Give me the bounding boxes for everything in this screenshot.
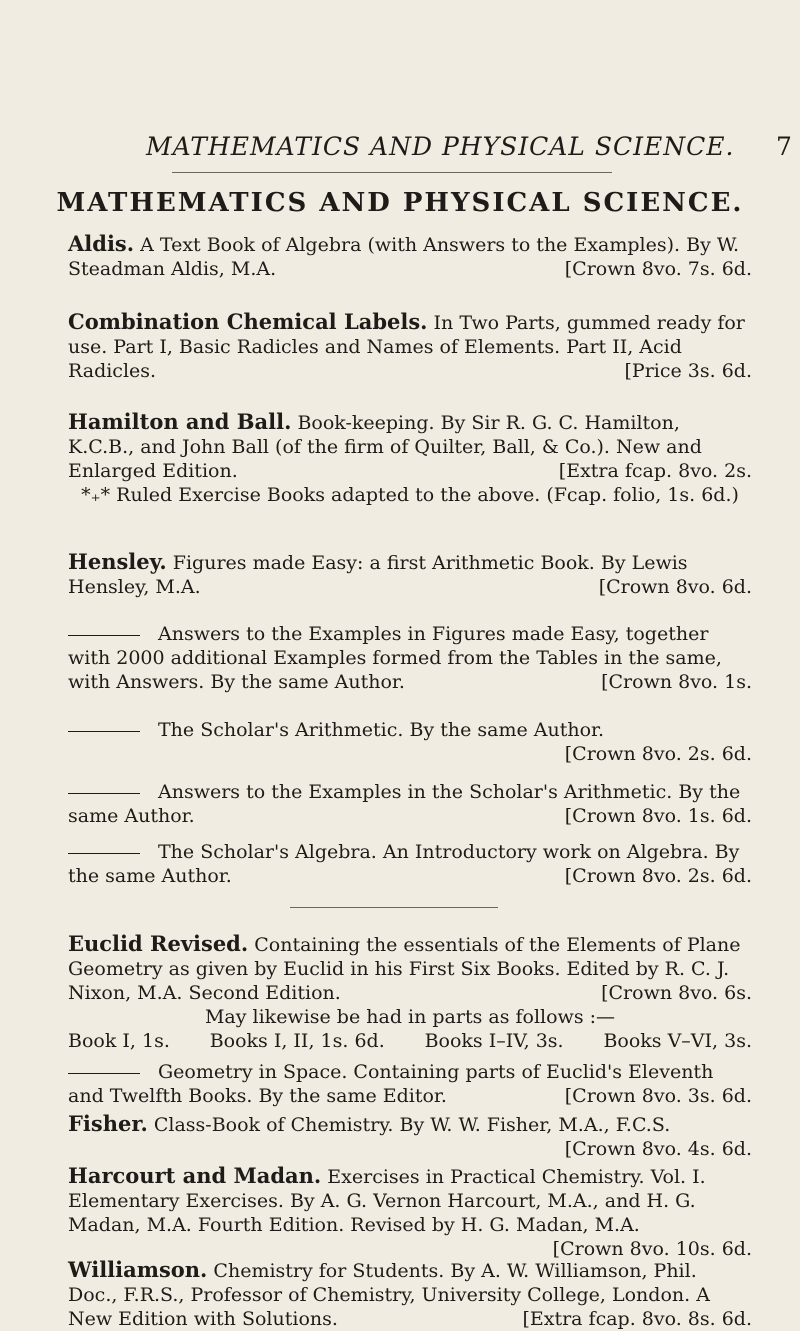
entry-euclid-revised	[68, 932, 752, 1053]
entry-geometry-in-space	[68, 1060, 752, 1108]
entry-price: [Extra fcap. 8vo. 8s. 6d.	[522, 1308, 752, 1330]
header-rule	[172, 172, 612, 173]
entry-text: In Two Parts, gummed ready for use. Part I, Basic Radicles and Names of Elements. Part II, Acid Radicles.	[68, 312, 745, 382]
part-item: Books I–IV, 3s.	[424, 1030, 564, 1052]
entry-hensley	[68, 550, 752, 599]
entry-hensley-scholar	[68, 718, 752, 766]
entry-text: Book-keeping. By Sir R. G. C. Hamilton, K.C.B., and John Ball (of the firm of Quilter, Ball, & Co.). New and Enlarged Edition.	[68, 412, 702, 482]
entry-price: [Crown 8vo. 2s. 6d.	[564, 743, 752, 765]
entry-price: [Crown 8vo. 3s. 6d.	[564, 1085, 752, 1107]
entry-price: [Crown 8vo. 6s.	[601, 982, 752, 1004]
entry-hamilton-ball	[68, 410, 752, 507]
entry-price: [Crown 8vo. 2s. 6d.	[564, 865, 752, 887]
entry-name: Fisher.	[68, 1111, 148, 1136]
entry-aldis	[68, 232, 752, 281]
part-item: Books I, II, 1s. 6d.	[209, 1030, 385, 1052]
ditto-rule	[68, 1073, 140, 1074]
entry-name: Euclid Revised.	[68, 931, 249, 956]
part-item: Books V–VI, 3s.	[603, 1030, 752, 1052]
entry-text: Answers to the Examples in the Scholar's Arithmetic. By the same Author.	[68, 781, 741, 827]
entry-name: Hamilton and Ball.	[68, 409, 292, 434]
ditto-rule	[68, 853, 140, 854]
page-number: 7	[776, 132, 792, 161]
entry-price: [Crown 8vo. 10s. 6d.	[552, 1238, 752, 1260]
ditto-rule	[68, 793, 140, 794]
entry-fisher	[68, 1112, 752, 1161]
entry-text: Answers to the Examples in Figures made Easy, together with 2000 additional Examples formed from the Tables in the same, with Answers. By the same Author.	[68, 623, 722, 693]
section-divider	[290, 907, 498, 908]
parts-intro: May likewise be had in parts as follows :—	[204, 1006, 616, 1028]
entry-price: [Extra fcap. 8vo. 2s.	[558, 460, 752, 482]
entry-text: Exercises in Practical Chemistry. Vol. I. Elementary Exercises. By A. G. Vernon Harcourt, M.A., and H. G. Madan, M.A. Fourth Edition. Revised by H. G. Madan, M.A.	[68, 1166, 706, 1236]
entry-text: Figures made Easy: a first Arithmetic Book. By Lewis Hensley, M.A.	[68, 552, 688, 598]
parts-list	[68, 1029, 752, 1053]
entry-price: [Crown 8vo. 6d.	[598, 576, 752, 598]
part-item: Book I, 1s.	[68, 1030, 170, 1052]
entry-hensley-answers	[68, 622, 752, 694]
entry-price: [Crown 8vo. 7s. 6d.	[564, 258, 752, 280]
entry-name: Hensley.	[68, 549, 167, 574]
entry-price: [Price 3s. 6d.	[624, 360, 752, 382]
entry-text: A Text Book of Algebra (with Answers to the Examples). By W. Steadman Aldis, M.A.	[68, 234, 740, 280]
entry-text: The Scholar's Arithmetic. By the same Author.	[158, 719, 605, 741]
entry-harcourt-madan	[68, 1164, 752, 1261]
entry-note: *₊* Ruled Exercise Books adapted to the above. (Fcap. folio, 1s. 6d.)	[81, 484, 739, 506]
entry-price: [Crown 8vo. 1s.	[601, 671, 752, 693]
running-head-title: MATHEMATICS AND PHYSICAL SCIENCE.	[146, 132, 735, 161]
entry-text: Class-Book of Chemistry. By W. W. Fisher, M.A., F.C.S.	[153, 1114, 671, 1136]
entry-combination-labels	[68, 310, 752, 383]
entry-hensley-algebra	[68, 840, 752, 888]
ditto-rule	[68, 731, 140, 732]
entry-text: Geometry in Space. Containing parts of Euclid's Eleventh and Twelfth Books. By the same Editor.	[68, 1061, 714, 1107]
entry-text: Containing the essentials of the Elements of Plane Geometry as given by Euclid in his First Six Books. Edited by R. C. J. Nixon, M.A. Second Edition.	[68, 934, 741, 1004]
entry-name: Williamson.	[68, 1257, 208, 1282]
entry-williamson	[68, 1258, 752, 1331]
ditto-rule	[68, 635, 140, 636]
entry-text: The Scholar's Algebra. An Introductory work on Algebra. By the same Author.	[68, 841, 740, 887]
entry-price: [Crown 8vo. 4s. 6d.	[564, 1138, 752, 1160]
entry-price: [Crown 8vo. 1s. 6d.	[564, 805, 752, 827]
entry-text: Chemistry for Students. By A. W. Williamson, Phil. Doc., F.R.S., Professor of Chemistry, University College, London. A New Edition with Solutions.	[68, 1260, 710, 1330]
entry-name: Aldis.	[68, 231, 135, 256]
running-head	[0, 128, 800, 168]
entry-name: Harcourt and Madan.	[68, 1163, 322, 1188]
entry-name: Combination Chemical Labels.	[68, 309, 428, 334]
section-heading: MATHEMATICS AND PHYSICAL SCIENCE.	[56, 188, 744, 218]
entry-hensley-scholar-answers	[68, 780, 752, 828]
